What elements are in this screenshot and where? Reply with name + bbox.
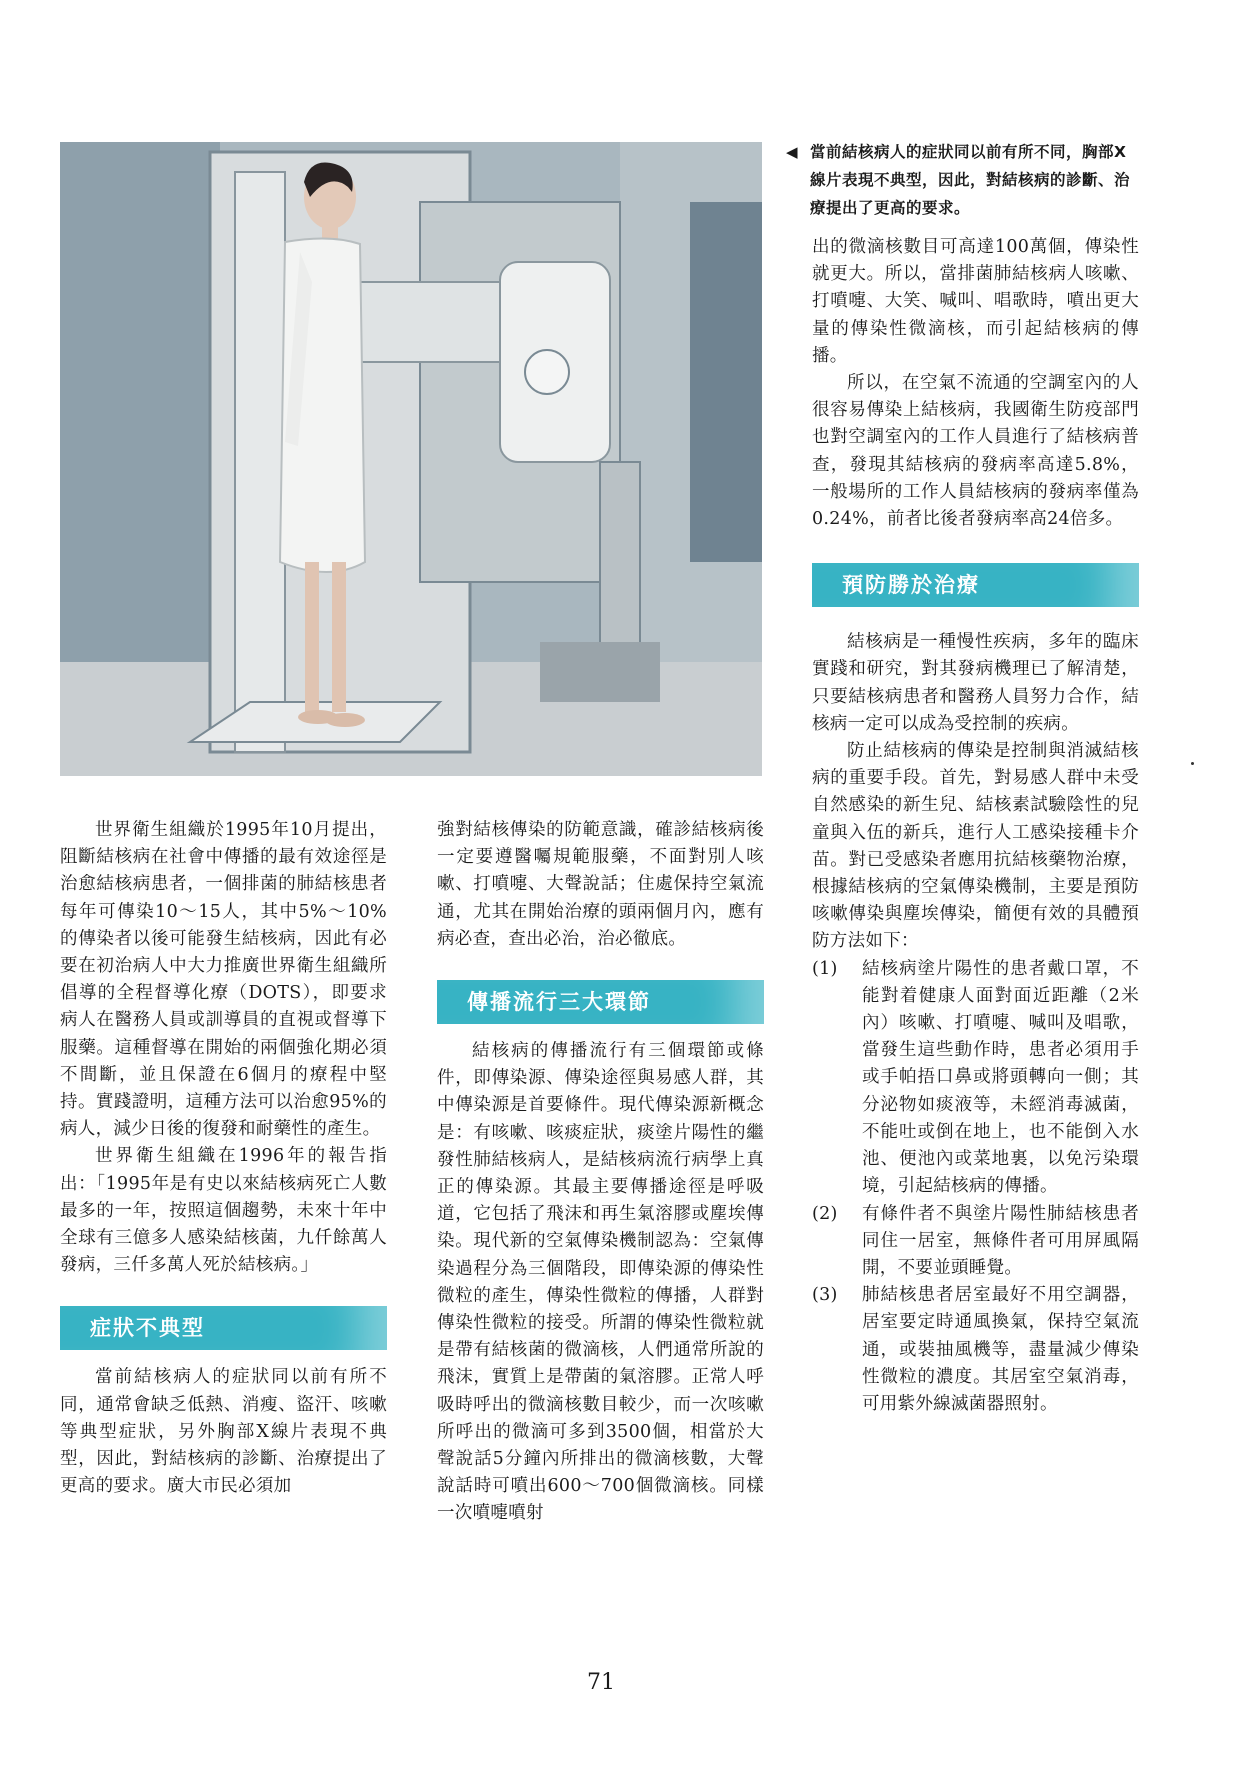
list-item-number: (2): [812, 1203, 838, 1224]
column-1: [60, 817, 387, 1500]
paragraph: 出的微滴核數目可高達100萬個，傳染性就更大。所以，當排菌肺結核病人咳嗽、打噴嚏、大笑、喊叫、唱歌時，噴出更大量的傳染性微滴核，而引起結核病的傳播。: [812, 237, 1139, 366]
caption-arrow-icon: ◀: [786, 143, 799, 161]
paragraph: 結核病的傳播流行有三個環節或條件，即傳染源、傳染途徑與易感人群，其中傳染源是首要條件。現代傳染源新概念是：有咳嗽、咳痰症狀，痰塗片陽性的繼發性肺結核病人，是結核病流行病學上真正的傳染源。其最主要傳播途徑是呼吸道，它包括了飛沫和再生氣溶膠或塵埃傳染。現代新的空氣傳染機制認為：空氣傳染過程分為三個階段，即傳染源的傳染性微粒的產生，傳染性微粒的傳播，人群對傳染性微粒的接受。所謂的傳染性微粒就是帶有結核菌的微滴核，人們通常所說的飛沫，實質上是帶菌的氣溶膠。正常人呼吸時呼出的微滴核數目較少，而一次咳嗽所呼出的微滴可多到3500個，相當於大聲說話5分鐘內所排出的微滴核數，大聲說話時可噴出600～700個微滴核。同樣一次噴嚏噴射: [437, 1041, 764, 1524]
list-item-text: 結核病塗片陽性的患者戴口罩，不能對着健康人面對面近距離（2米內）咳嗽、打噴嚏、喊叫及唱歌，當發生這些動作時，患者必須用手或手帕捂口鼻或將頭轉向一側；其分泌物如痰液等，未經消毒滅菌，不能吐或倒在地上，也不能倒入水池、便池內或菜地裏，以免污染環境，引起結核病的傳播。: [862, 958, 1139, 1197]
list-item-text: 肺結核患者居室最好不用空調器，居室要定時通風換氣，保持空氣流通，或裝抽風機等，盡量減少傳染性微粒的濃度。其居室空氣消毒，可用紫外線滅菌器照射。: [862, 1285, 1139, 1414]
list-item: [812, 1201, 1139, 1283]
list-item-text: 有條件者不與塗片陽性肺結核患者同住一居室，無條件者可用屏風隔開，不要並頭睡覺。: [862, 1203, 1139, 1278]
paragraph: 當前結核病人的症狀同以前有所不同，通常會缺乏低熱、消瘦、盜汗、咳嗽等典型症狀，另外胸部X線片表現不典型，因此，對結核病的診斷、治療提出了更高的要求。廣大市民必須加: [60, 1367, 387, 1497]
xray-photo: [60, 142, 762, 776]
section-heading-transmission: 傳播流行三大環節: [437, 980, 764, 1024]
section-heading-atypical-symptoms: 症狀不典型: [60, 1306, 387, 1350]
page-number: 71: [587, 1670, 615, 1695]
caption-text: 當前結核病人的症狀同以前有所不同，胸部X線片表現不典型，因此，對結核病的診斷、治療提出了更高的要求。: [810, 143, 1131, 217]
paragraph: 強對結核傳染的防範意識，確診結核病後一定要遵醫囑規範服藥，不面對別人咳嗽、打噴嚏、大聲說話；住處保持空氣流通，尤其在開始治療的頭兩個月內，應有病必查，查出必治，治必徹底。: [437, 820, 764, 949]
column-3: [812, 234, 1139, 1418]
list-item-number: (3): [812, 1285, 838, 1306]
section-heading-prevention: 預防勝於治療: [812, 563, 1139, 607]
paragraph: 防止結核病的傳染是控制與消滅結核病的重要手段。首先，對易感人群中未受自然感染的新生兒、結核素試驗陰性的兒童與入伍的新兵，進行人工感染接種卡介苗。對已受感染者應用抗結核藥物治療，根據結核病的空氣傳染機制，主要是預防咳嗽傳染與塵埃傳染，簡便有效的具體預防方法如下：: [812, 741, 1139, 952]
column-2: [437, 817, 764, 1528]
paragraph: 結核病是一種慢性疾病，多年的臨床實踐和研究，對其發病機理已了解清楚，只要結核病患者和醫務人員努力合作，結核病一定可以成為受控制的疾病。: [812, 632, 1139, 734]
list-item: [812, 956, 1139, 1201]
list-item-number: (1): [812, 958, 838, 979]
xray-photo-illustration: [60, 142, 762, 776]
photo-caption: [786, 138, 1140, 222]
list-item: [812, 1282, 1139, 1418]
paragraph: 世界衛生組織於1995年10月提出，阻斷結核病在社會中傳播的最有效途徑是治愈結核病患者，一個排菌的肺結核患者每年可傳染10～15人，其中5%～10%的傳染者以後可能發生結核病，因此有必要在初治病人中大力推廣世界衛生組織所倡導的全程督導化療（DOTS），即要求病人在醫務人員或訓導員的直視或督導下服藥。這種督導在開始的兩個強化期必須不間斷，並且保證在6個月的療程中堅持。實踐證明，這種方法可以治愈95%的病人，減少日後的復發和耐藥性的產生。: [60, 820, 387, 1140]
paragraph: 世界衛生組織在1996年的報告指出：「1995年是有史以來結核病死亡人數最多的一年，按照這個趨勢，未來十年中全球有三億多人感染結核菌，九仟餘萬人發病，三仟多萬人死於結核病。」: [60, 1146, 387, 1276]
scan-speck: [1191, 762, 1194, 765]
paragraph: 所以，在空氣不流通的空調室內的人很容易傳染上結核病，我國衛生防疫部門也對空調室內的工作人員進行了結核病普查，發現其結核病的發病率高達5.8%，一般場所的工作人員結核病的發病率僅為0.24%，前者比後者發病率高24倍多。: [812, 373, 1139, 530]
